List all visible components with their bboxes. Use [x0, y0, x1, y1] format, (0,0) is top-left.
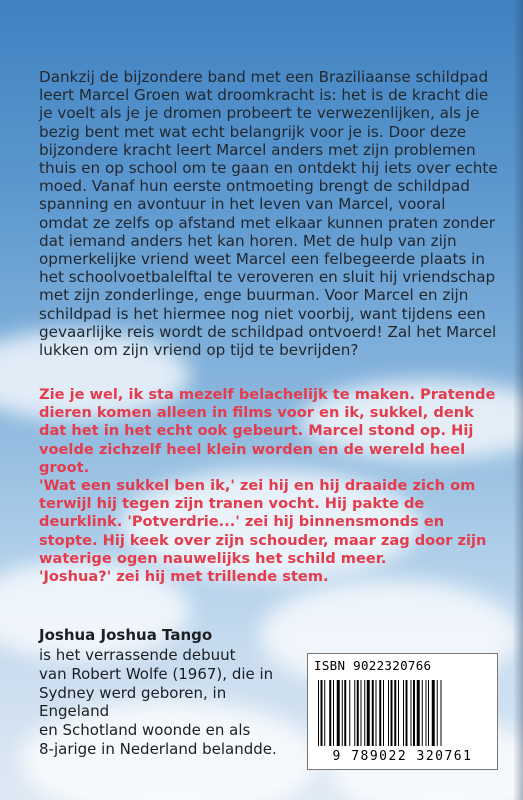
blurb-text: Dankzij de bijzondere band met een Braziliaanse schildpad leert Marcel Groen wat droomkracht is: het is de kracht die je voelt als je je dromen probeert te verwezenlijken, als je bezig bent met wat echt belangrijk voor je is. Door deze bijzondere kracht leert Marcel anders met zijn problemen thuis en op school om te gaan en ontdekt hij iets over echte moed. Vanaf hun eerste ontmoeting brengt de schildpad spanning en avontuur in het leven van Marcel, vooral omdat ze zelfs op afstand met elkaar kunnen praten zonder dat iemand anders het kan horen. Met de hulp van zijn opmerkelijke vriend weet Marcel een felbegeerde plaats in het schoolvoetbalelftal te veroveren en sluit hij vriendschap met zijn zonderlinge, enge buurman. Voor Marcel en zijn schildpad is het hiermee nog niet voorbij, want tijdens een gevaarlijke reis wordt de schildpad ontvoerd! Zal het Marcel lukken om zijn vriend op tijd te bevrijden? — [39, 68, 498, 360]
isbn-barcode-box — [307, 653, 498, 770]
barcode-digits: 9 789022 320761 — [332, 749, 473, 764]
page-edge-shadow — [513, 0, 523, 800]
book-title: Joshua Joshua Tango — [39, 626, 213, 644]
barcode-icon — [318, 680, 488, 746]
author-bio: is het verrassende debuut van Robert Wolfe (1967), die in Sydney werd geboren, in Engeland en Schotland woonde en als 8-jarige in Nederland belandde. — [39, 646, 277, 758]
isbn-label: ISBN 9022320766 — [314, 658, 432, 673]
excerpt-text: Zie je wel, ik sta mezelf belachelijk te maken. Pratende dieren komen alleen in films voor en ik, sukkel, denk dat het in het echt ook gebeurt. Marcel stond op. Hij voelde zichzelf heel klein worden en de wereld heel groot. 'Wat een sukkel ben ik,' zei hij en hij draaide zich om terwijl hij tegen zijn tranen vocht. Hij pakte de deurklink. 'Potverdrie...' zei hij binnensmonds en stopte. Hij keek over zijn schouder, maar zag door zijn waterige ogen nauwelijks het schild meer. 'Joshua?' zei hij met trillende stem. — [39, 386, 496, 586]
